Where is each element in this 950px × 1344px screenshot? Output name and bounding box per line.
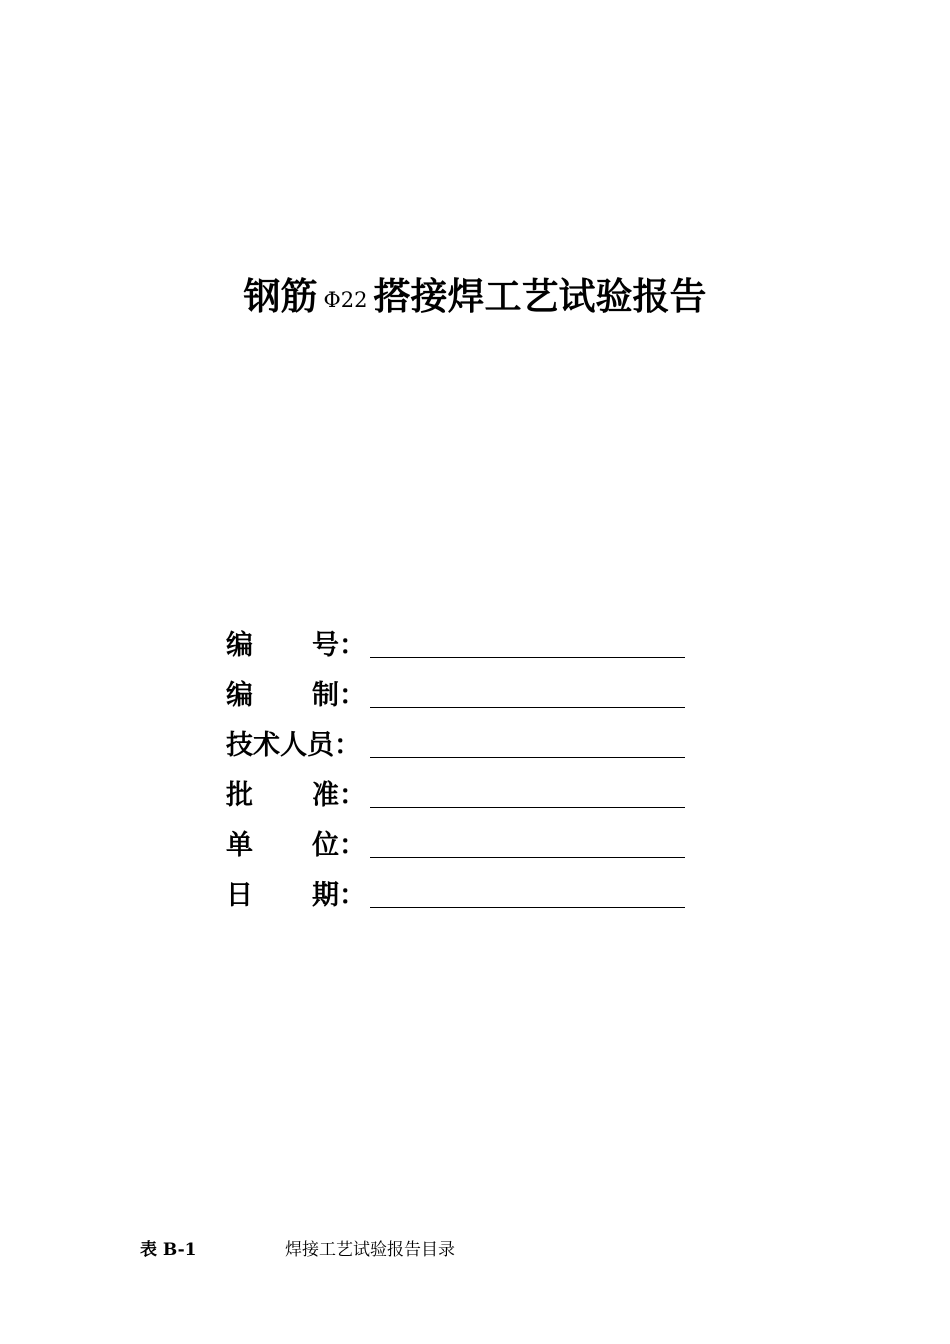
- table-code: 表 B-1: [140, 1240, 197, 1260]
- field-number: [226, 620, 686, 670]
- title-prefix: 钢筋: [243, 274, 318, 318]
- field-label: 技术人员：: [226, 730, 361, 761]
- field-label: 单 位：: [226, 830, 366, 861]
- report-title: [0, 272, 950, 324]
- field-label: 日 期：: [226, 880, 366, 911]
- blank-line[interactable]: [370, 657, 685, 658]
- field-technician: [226, 720, 686, 770]
- signature-fields: [226, 620, 686, 920]
- field-date: [226, 870, 686, 920]
- blank-line[interactable]: [370, 907, 685, 908]
- blank-line[interactable]: [370, 757, 685, 758]
- blank-line[interactable]: [370, 707, 685, 708]
- title-suffix: 搭接焊工艺试验报告: [373, 274, 707, 318]
- table-name: 焊接工艺试验报告目录: [285, 1240, 455, 1260]
- blank-line[interactable]: [370, 857, 685, 858]
- field-label: 批 准：: [226, 780, 366, 811]
- field-unit: [226, 820, 686, 870]
- blank-line[interactable]: [370, 807, 685, 808]
- field-label: 编 制：: [226, 680, 366, 711]
- field-label: 编 号：: [226, 630, 366, 661]
- field-approved-by: [226, 770, 686, 820]
- field-compiled-by: [226, 670, 686, 720]
- rebar-spec: Φ22: [323, 288, 368, 312]
